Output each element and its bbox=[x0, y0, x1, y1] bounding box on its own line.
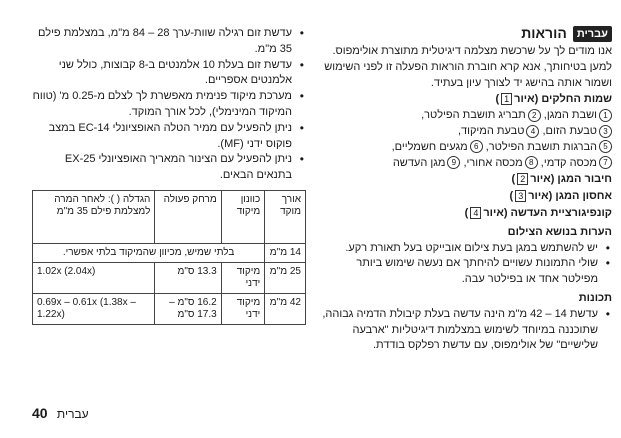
page-footer bbox=[32, 405, 89, 421]
features-continued-list bbox=[32, 26, 306, 184]
table-row bbox=[33, 243, 306, 262]
list-item: • ניתן להפעיל עם הצינור המאריך האופציונלי EX-25 בתנאים הבאים. bbox=[32, 152, 292, 184]
list-item: • ניתן להפעיל עם ממיר הטלה האופציונלי EC-14 במצב פוקוס ידני (MF). bbox=[32, 121, 292, 153]
cell-focal: 14 מ"מ bbox=[265, 243, 306, 262]
attach-hood-heading: חיבור המגן (איור2) bbox=[511, 173, 612, 186]
list-item: • עדשת 14 – 42 מ"מ הינה עדשה בעלת קיבולת הדמיה גבוהה, שתוכננה במיוחד לשימוש במצלמות דיגיטליות "ארבעה שלישיים" של אולימפוס, עם עדשת רפלקס בודדת. bbox=[318, 307, 598, 354]
part-number: 7 bbox=[599, 156, 612, 169]
cell-focal: 25 מ"מ bbox=[265, 262, 306, 293]
header-focal-length: אורך מוקד bbox=[265, 190, 306, 243]
attach-hood-text: חיבור המגן (איור bbox=[530, 173, 612, 186]
part-label: מכסה קדמי, bbox=[540, 156, 597, 169]
parts-heading-text: שמות החלקים (איור bbox=[514, 93, 612, 106]
part-label: מכסה אחורי, bbox=[463, 156, 523, 169]
part-label: ושבת המגן, bbox=[543, 109, 597, 122]
list-item: • שולי התמונות עשויים להיחתך אם נעשה שימוש ביותר מפילטר אחד או בפילטר עבה. bbox=[318, 256, 598, 288]
table-row bbox=[33, 293, 306, 324]
list-item: • עדשת זום בעלת 10 אלמנטים ב-8 קבוצות, כולל שני אלמנטים אספריים. bbox=[32, 58, 292, 90]
table-header-row bbox=[33, 190, 306, 243]
list-item: • יש להשתמש במגן בעת צילום אובייקט בעל תאורת רקע. bbox=[318, 241, 598, 257]
list-item: • עדשת זום רגילה שוות-ערך 28 – 84 מ"מ, במצלמת פילם 35 מ"מ. bbox=[32, 26, 292, 58]
header-magnification: הגדלה ( ): לאחר המרה למצלמת פילם 35 מ"מ bbox=[33, 190, 155, 243]
parts-list bbox=[318, 108, 612, 171]
part-number: 8 bbox=[525, 156, 538, 169]
cell-magnification: 1.02x (2.04x) bbox=[33, 262, 155, 293]
cell-focus: מיקוד ידני bbox=[221, 262, 265, 293]
part-number: 9 bbox=[447, 156, 460, 169]
cell-focal: 42 מ"מ bbox=[265, 293, 306, 324]
features-list bbox=[318, 307, 612, 354]
cell-focus: מיקוד ידני bbox=[221, 293, 265, 324]
right-column bbox=[318, 26, 612, 354]
cell-unusable-note: בלתי שמיש, מכיוון שהמיקוד בלתי אפשרי. bbox=[33, 243, 265, 262]
part-label: תבריג תושבת הפילטר, bbox=[421, 109, 526, 122]
part-label: מגן העדשה bbox=[392, 156, 446, 169]
notes-heading: הערות בנושא הצילום bbox=[507, 225, 612, 238]
part-number: 6 bbox=[470, 140, 483, 153]
intro-text: אנו מודים לך על שרכשת מצלמה דיגיטלית מתוצרת אולימפוס. למען בטיחותך, אנא קרא חוברת הוראות הפעלה זו לפני השימוש ושמור אותה בהישג יד לצורך עיון בעתיד. bbox=[324, 45, 612, 89]
table-row bbox=[33, 262, 306, 293]
store-hood-heading: אחסון המגן (איור3) bbox=[509, 190, 612, 203]
part-number: 3 bbox=[599, 125, 612, 138]
store-hood-text: אחסון המגן (איור bbox=[528, 190, 612, 203]
cell-magnification: 0.69x – 0.61x (1.38x – 1.22x) bbox=[33, 293, 155, 324]
parts-heading: שמות החלקים (איור1) bbox=[495, 93, 612, 106]
part-number: 2 bbox=[528, 109, 541, 122]
figure-ref-1: 1 bbox=[501, 93, 512, 105]
notes-list bbox=[318, 241, 612, 288]
header-working-distance: מרחק פעולה bbox=[155, 190, 221, 243]
title-row bbox=[318, 26, 612, 42]
extension-tube-table bbox=[32, 190, 306, 325]
language-badge: עברית bbox=[573, 26, 612, 42]
config-text: קונפיגורציית העדשה (איור bbox=[483, 206, 612, 219]
cell-distance: 13.3 ס"מ bbox=[155, 262, 221, 293]
part-number: 5 bbox=[599, 140, 612, 153]
part-label: טבעת המיקוד, bbox=[457, 124, 525, 137]
left-column bbox=[32, 26, 306, 325]
features-heading: תכונות bbox=[578, 291, 612, 304]
part-number: 1 bbox=[599, 109, 612, 122]
part-label: הברגות תושבת הפילטר, bbox=[485, 140, 597, 153]
part-label: טבעת הזום, bbox=[542, 124, 597, 137]
cell-distance: 16.2 ס"מ – 17.3 ס"מ bbox=[155, 293, 221, 324]
figure-ref-4: 4 bbox=[470, 207, 481, 219]
config-heading: קונפיגורציית העדשה (איור4) bbox=[464, 206, 612, 219]
page-number: 40 bbox=[32, 405, 48, 421]
footer-language: עברית bbox=[56, 407, 89, 421]
figure-ref-2: 2 bbox=[517, 173, 528, 185]
figure-ref-3: 3 bbox=[515, 190, 526, 202]
part-label: מגעים חשמליים, bbox=[391, 140, 468, 153]
header-focus-adjust: כוונון מיקוד bbox=[221, 190, 265, 243]
part-number: 4 bbox=[526, 125, 539, 138]
list-item: • מערכת מיקוד פנימית מאפשרת לך לצלם מ-0.25 מ' (טווח המיקוד המינימלי), לכל אורך המוקד. bbox=[32, 89, 292, 121]
page-title: הוראות bbox=[521, 25, 567, 42]
